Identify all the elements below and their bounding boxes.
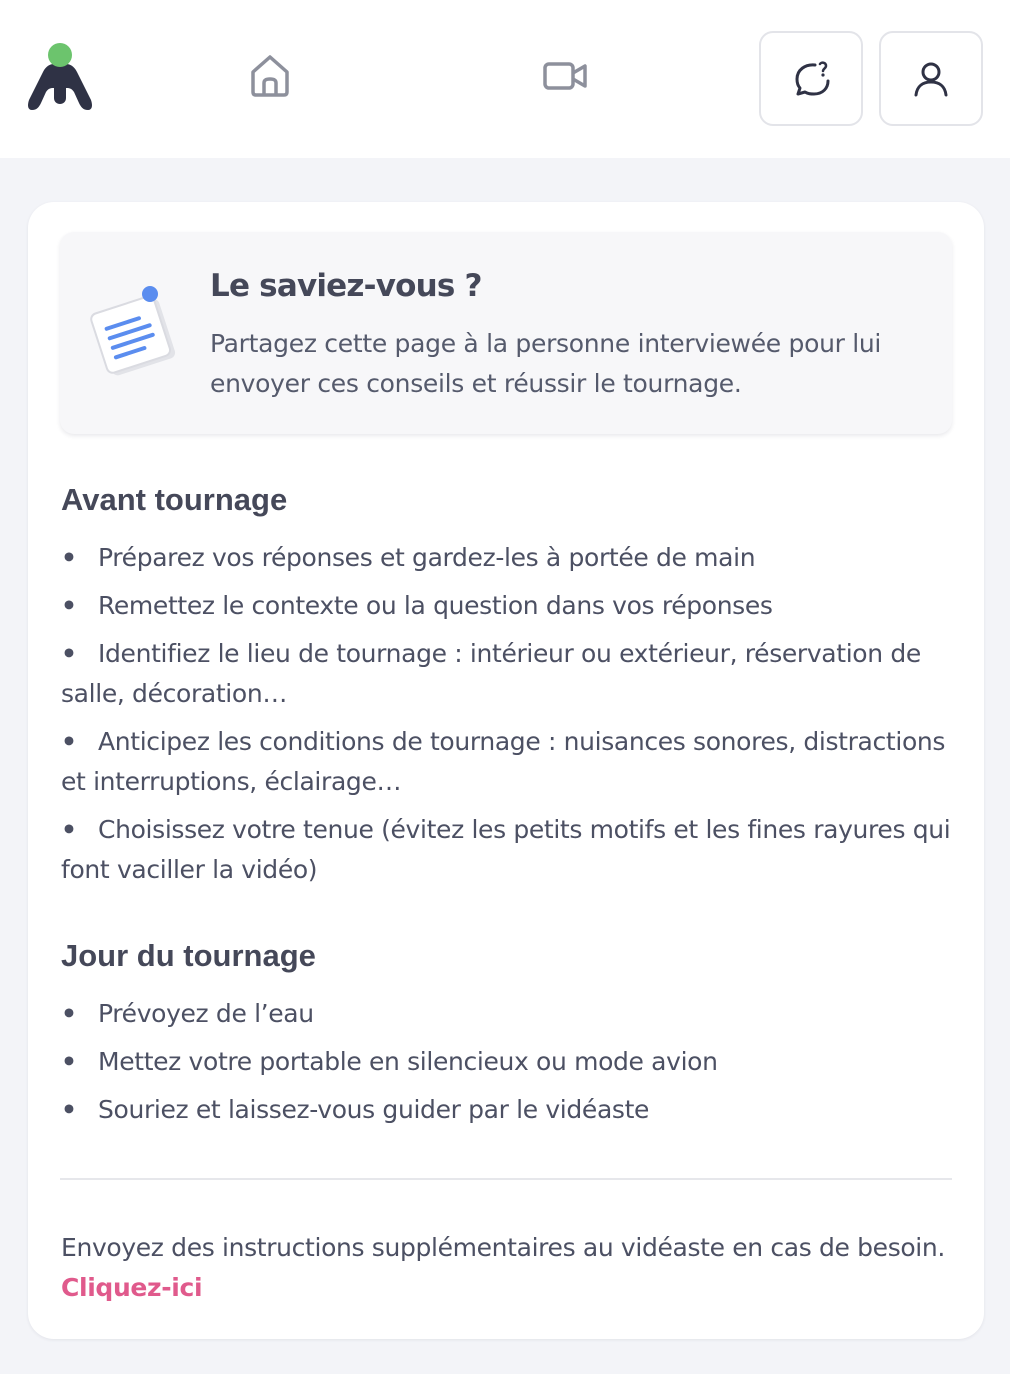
avant-tournage-list — [61, 538, 951, 898]
home-icon[interactable] — [248, 52, 292, 98]
bullet: • — [61, 999, 77, 1028]
bullet: • — [61, 1095, 77, 1124]
instructions-link[interactable]: Cliquez-ici — [61, 1273, 203, 1302]
bullet: • — [61, 727, 77, 756]
app-logo-icon[interactable] — [26, 40, 94, 116]
note-icon — [90, 280, 182, 380]
bullet: • — [61, 639, 77, 668]
list-item: • Préparez vos réponses et gardez-les à portée de main — [61, 538, 951, 578]
list-item: • Choisissez votre tenue (évitez les petits motifs et les fines rayures qui font vaciller la vidéo) — [61, 810, 951, 890]
list-item: • Mettez votre portable en silencieux ou mode avion — [61, 1042, 951, 1082]
section-title-avant-tournage: Avant tournage — [61, 482, 288, 517]
footer-note — [61, 1228, 951, 1308]
bullet: • — [61, 1047, 77, 1076]
bullet: • — [61, 815, 77, 844]
top-navigation-bar — [0, 0, 1010, 158]
tip-title: Le saviez-vous ? — [210, 268, 482, 304]
list-item: • Identifiez le lieu de tournage : intérieur ou extérieur, réservation de salle, décoration… — [61, 634, 951, 714]
video-camera-icon[interactable] — [542, 60, 588, 92]
jour-du-tournage-list — [61, 994, 951, 1138]
list-item: • Souriez et laissez-vous guider par le vidéaste — [61, 1090, 951, 1130]
chat-question-icon — [791, 59, 831, 99]
divider — [60, 1178, 952, 1180]
tips-card — [28, 202, 984, 1339]
profile-button[interactable] — [879, 31, 983, 126]
user-icon — [911, 59, 951, 99]
section-title-jour-du-tournage: Jour du tournage — [61, 938, 316, 973]
list-item: • Prévoyez de l’eau — [61, 994, 951, 1034]
info-tip-box — [60, 232, 952, 434]
bullet: • — [61, 591, 77, 620]
list-item: • Anticipez les conditions de tournage : nuisances sonores, distractions et interruptions, éclairage… — [61, 722, 951, 802]
footer-text: Envoyez des instructions supplémentaires au vidéaste en cas de besoin. — [61, 1233, 945, 1262]
list-item: • Remettez le contexte ou la question dans vos réponses — [61, 586, 951, 626]
tip-text: Partagez cette page à la personne interviewée pour lui envoyer ces conseils et réussir le tournage. — [210, 329, 882, 398]
help-chat-button[interactable] — [759, 31, 863, 126]
bullet: • — [61, 543, 77, 572]
